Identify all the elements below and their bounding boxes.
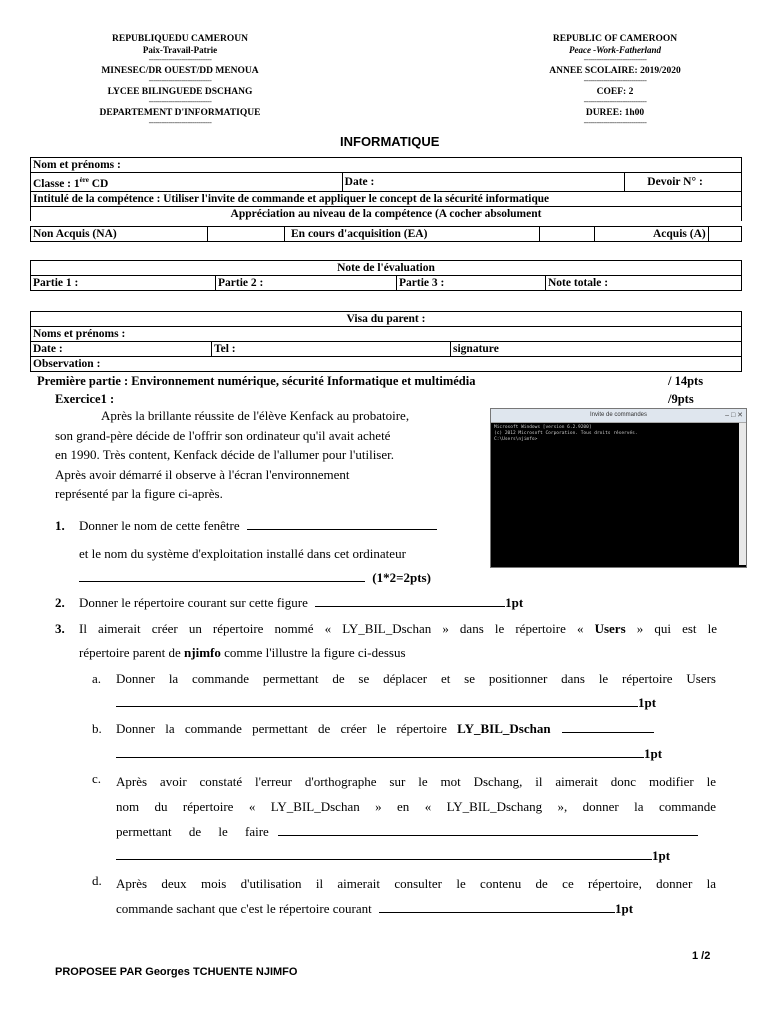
part3-score: Partie 3 :: [397, 276, 546, 291]
q2-points: 1pt: [505, 595, 524, 610]
ministry: MINESEC/DR OUEST/DD MENOUA: [101, 66, 259, 76]
qb-label: b.: [92, 721, 102, 736]
school-name: LYCEE BILINGUEDE DSCHANG: [107, 87, 253, 97]
terminal-line: Microsoft Windows [version 6.2.9200]: [494, 425, 592, 430]
divider: -----------------------------: [583, 55, 647, 64]
qc-points: 1pt: [652, 848, 671, 863]
qc-line: nom du répertoire « LY_BIL_Dschan » en « LY_BIL_Dschang », donner la commande: [116, 799, 716, 814]
part1-heading: Première partie : Environnement numérique, sécurité Informatique et multimédia: [37, 374, 476, 388]
exam-title: INFORMATIQUE: [340, 134, 440, 149]
country-en: REPUBLIC OF CAMEROON: [552, 34, 678, 44]
ea-label: En cours d'acquisition (EA): [285, 227, 540, 242]
qd-line-2: commande sachant que c'est le répertoire courant 1pt: [116, 901, 634, 916]
q2-number: 2.: [55, 595, 65, 610]
terminal-line: (c) 2012 Microsoft Corporation. Tous droits réservés.: [494, 431, 638, 436]
q1-text-2: et le nom du système d'exploitation installé dans cet ordinateur: [79, 546, 406, 561]
exercise-title: Exercice1 :: [55, 392, 115, 406]
competence-checkbox-table: [30, 226, 742, 242]
divider: -----------------------------: [583, 118, 647, 127]
divider: -----------------------------: [148, 76, 212, 85]
answer-line[interactable]: [562, 720, 654, 733]
answer-line[interactable]: [116, 847, 652, 860]
qd-points: 1pt: [614, 901, 634, 916]
qd-text: [116, 871, 716, 921]
qb-text: Donner la commande permettant de créer le répertoire LY_BIL_Dschan: [116, 719, 716, 738]
appreciation-cell: Appréciation au niveau de la compétence (A cocher absolument: [31, 206, 742, 221]
terminal-line: C:\Users\njimfo>: [494, 437, 538, 442]
maximize-icon[interactable]: □: [730, 412, 736, 419]
intro-line: son grand-père décide de l'offrir son ordinateur qu'il avait acheté: [55, 427, 391, 443]
competence-cell: Intitulé de la compétence : Utiliser l'invite de commande et appliquer le concept de la sécurité informatique: [31, 191, 742, 206]
q1-number: 1.: [55, 518, 65, 533]
q3-text-2: répertoire parent de njimfo comme l'illustre la figure ci-dessus: [79, 645, 406, 660]
class-cell: Classe : 1ère CD: [31, 173, 343, 192]
divider: -----------------------------: [583, 76, 647, 85]
department: DEPARTEMENT D'INFORMATIQUE: [99, 108, 261, 118]
qb-answer-row: [116, 744, 662, 763]
qc-label: c.: [92, 771, 102, 786]
answer-line[interactable]: [247, 516, 437, 530]
na-label: Non Acquis (NA): [31, 227, 208, 242]
observation-cell: Observation :: [31, 357, 742, 372]
intro-paragraph: [55, 406, 478, 504]
intro-line: Après la brillante réussite de l'élève Kenfack au probatoire,: [101, 408, 410, 423]
qa-label: a.: [92, 671, 102, 686]
intro-line: Après avoir démarré il observe à l'écran l'environnement: [55, 466, 350, 482]
q1-points: (1*2=2pts): [372, 570, 431, 585]
parent-date-cell: Date :: [31, 342, 212, 357]
qc-line: Après avoir constaté l'erreur d'orthographe sur le mot Dschang, il aimerait donc modifier le: [116, 774, 716, 789]
divider: -----------------------------: [148, 118, 212, 127]
qc-answer-row: [116, 846, 670, 865]
evaluation-note-table: [30, 260, 742, 291]
na-checkbox[interactable]: [208, 227, 285, 242]
header-right: [500, 34, 730, 126]
devoir-cell: Devoir N° :: [625, 173, 742, 192]
q3-number: 3.: [55, 621, 65, 636]
total-score: Note totale :: [546, 276, 742, 291]
student-name-cell: Nom et prénoms :: [31, 158, 742, 173]
a-label: Acquis (A): [595, 227, 709, 242]
divider: -----------------------------: [583, 97, 647, 106]
intro-line: représenté par la figure ci-après.: [55, 486, 223, 501]
q1-answer-row: [79, 568, 431, 587]
q2-text: Donner le répertoire courant sur cette figure 1pt: [79, 595, 524, 610]
ea-checkbox[interactable]: [540, 227, 595, 242]
qd-label: d.: [92, 873, 102, 888]
window-titlebar: [491, 409, 746, 423]
divider: -----------------------------: [148, 55, 212, 64]
window-title: Invite de commandes: [589, 412, 648, 418]
country-fr: REPUBLIQUEDU CAMEROUN: [112, 34, 248, 44]
school-year: ANNEE SCOLAIRE: 2019/2020: [549, 66, 681, 76]
answer-line[interactable]: [278, 823, 698, 836]
close-icon[interactable]: ✕: [737, 412, 743, 419]
part1-score: Partie 1 :: [31, 276, 216, 291]
part1-points: / 14pts: [668, 374, 704, 388]
qc-line-3: permettant de le faire: [116, 819, 716, 844]
parent-visa-table: [30, 311, 742, 372]
minimize-icon[interactable]: –: [725, 412, 729, 419]
answer-line[interactable]: [315, 594, 505, 607]
qb-points: 1pt: [644, 746, 663, 761]
qa-text: Donner la commande permettant de se déplacer et se positionner dans le répertoire Users: [116, 671, 716, 686]
answer-line[interactable]: [379, 900, 615, 913]
page-number: 1 /2: [692, 950, 711, 962]
a-checkbox[interactable]: [708, 227, 741, 242]
parent-name-cell: Noms et prénoms :: [31, 327, 742, 342]
qc-text: [116, 769, 716, 844]
window-controls: [725, 409, 743, 422]
command-prompt-window: [490, 408, 747, 568]
motto-fr: Paix-Travail-Patrie: [142, 45, 218, 55]
parent-tel-cell: Tel :: [212, 342, 451, 357]
header-left: [60, 34, 300, 126]
part2-score: Partie 2 :: [216, 276, 397, 291]
visa-title: Visa du parent :: [31, 312, 742, 327]
exercise-points: /9pts: [668, 392, 694, 406]
footer-author: PROPOSEE PAR Georges TCHUENTE NJIMFO: [55, 966, 298, 978]
answer-line[interactable]: [116, 745, 644, 758]
q3-text: Il aimerait créer un répertoire nommé « LY_BIL_Dschan » dans le répertoire « Users » qui est le: [79, 621, 718, 636]
qd-line: Après deux mois d'utilisation il aimerait consulter le contenu de ce répertoire, donner la: [116, 876, 716, 891]
scrollbar[interactable]: [739, 423, 746, 565]
qa-answer-row: [116, 693, 656, 712]
qa-points: 1pt: [638, 695, 657, 710]
motto-en: Peace -Work-Fatherland: [568, 45, 662, 55]
answer-line[interactable]: [79, 569, 365, 582]
answer-line[interactable]: [116, 694, 638, 707]
duration: DUREE: 1h00: [585, 108, 645, 118]
note-title: Note de l'évaluation: [31, 261, 742, 276]
q1-text: Donner le nom de cette fenêtre: [79, 516, 479, 535]
date-cell: Date :: [342, 173, 625, 192]
signature-cell: signature: [451, 342, 742, 357]
divider: -----------------------------: [148, 97, 212, 106]
intro-line: en 1990. Très content, Kenfack décide de l'allumer pour l'utiliser.: [55, 447, 394, 462]
coefficient: COEF: 2: [596, 87, 634, 97]
student-info-table: [30, 157, 742, 221]
